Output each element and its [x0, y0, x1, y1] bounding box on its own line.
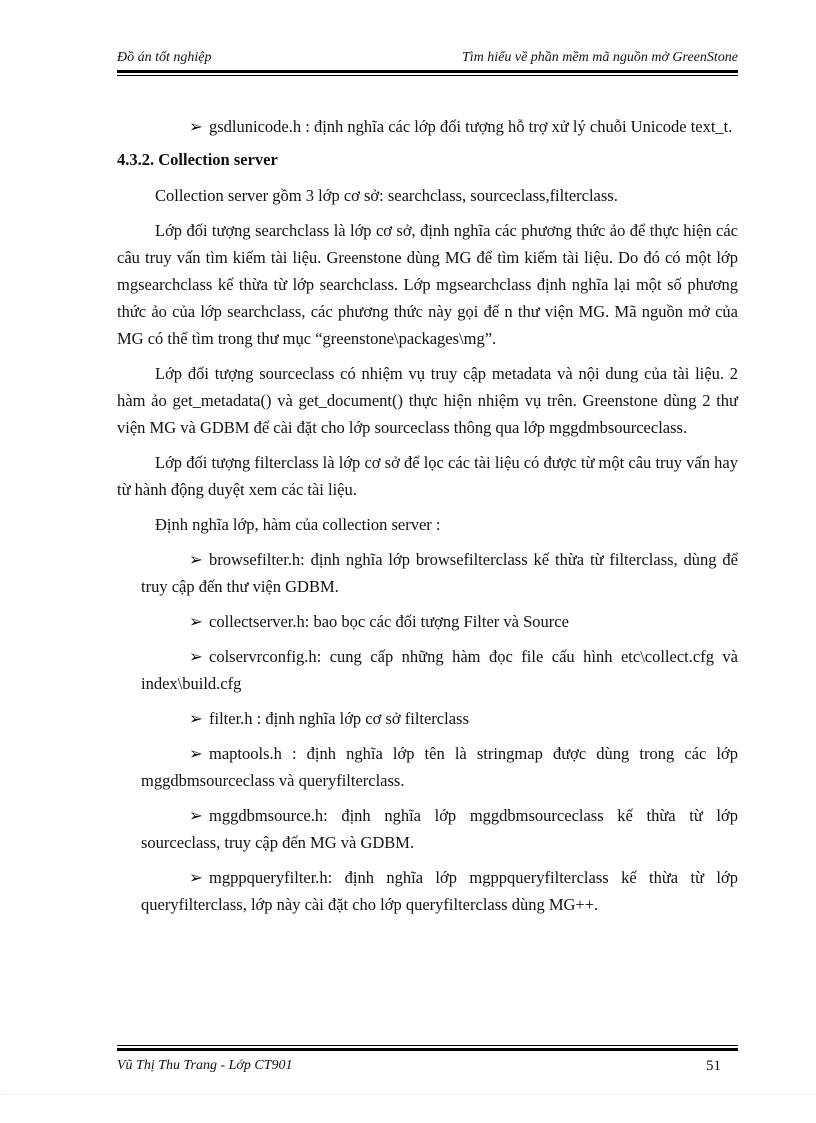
header-right: Tìm hiểu về phần mềm mã nguồn mở GreenStone — [461, 50, 738, 65]
list-item: ➢ colservrconfig.h: cung cấp những hàm đọc file cấu hình etc\collect.cfg và index\build.cfg — [117, 643, 738, 697]
footer-author: Vũ Thị Thu Trang - Lớp CT901 — [117, 1058, 293, 1073]
arrow-bullet-icon: ➢ — [189, 744, 203, 763]
arrow-bullet-icon: ➢ — [189, 806, 203, 825]
arrow-bullet-icon: ➢ — [189, 550, 203, 569]
page-number: 51 — [706, 1058, 721, 1074]
list-item: ➢ gsdlunicode.h : định nghĩa các lớp đối tượng hỗ trợ xử lý chuỗi Unicode text_t. — [117, 113, 738, 140]
header-rule-thick — [117, 70, 738, 73]
arrow-bullet-icon: ➢ — [189, 117, 203, 136]
arrow-bullet-icon: ➢ — [189, 647, 203, 666]
list-item: ➢ mggdbmsource.h: định nghĩa lớp mggdbmsourceclass kế thừa từ lớp sourceclass, truy cập đến MG và GDBM. — [117, 802, 738, 856]
list-item: ➢ filter.h : định nghĩa lớp cơ sở filterclass — [117, 705, 738, 732]
footer-rule-thin — [117, 1045, 738, 1046]
list-item: ➢ collectserver.h: bao bọc các đối tượng Filter và Source — [117, 608, 738, 635]
arrow-bullet-icon: ➢ — [189, 612, 203, 631]
section-heading: 4.3.2. Collection server — [117, 150, 278, 169]
header-left: Đồ án tốt nghiệp — [117, 50, 212, 65]
footer-rule-thick — [117, 1048, 738, 1051]
page-body — [117, 113, 738, 918]
arrow-bullet-icon: ➢ — [189, 709, 203, 728]
paragraph: Lớp đối tượng sourceclass có nhiệm vụ truy cập metadata và nội dung của tài liệu. 2 hàm ảo get_metadata() và get_document() thực hiện nhiệm vụ trên. Greenstone dùng 2 thư viện MG và GDBM để cài đặt cho lớp sourceclass thông qua lớp mggdmbsourceclass. — [117, 364, 738, 437]
list-item: ➢ browsefilter.h: định nghĩa lớp browsefilterclass kế thừa từ filterclass, dùng để truy cập đến thư viện GDBM. — [117, 546, 738, 600]
arrow-bullet-icon: ➢ — [189, 868, 203, 887]
header-rule-thin — [117, 75, 738, 76]
paragraph: Collection server gồm 3 lớp cơ sở: searchclass, sourceclass,filterclass. — [155, 186, 618, 205]
page-edge-divider — [0, 1094, 816, 1095]
paragraph: Định nghĩa lớp, hàm của collection server : — [155, 515, 441, 534]
list-item: ➢ maptools.h : định nghĩa lớp tên là stringmap được dùng trong các lớp mggdbmsourceclass và queryfilterclass. — [117, 740, 738, 794]
list-item: ➢ mgppqueryfilter.h: định nghĩa lớp mgppqueryfilterclass kế thừa từ lớp queryfilterclass, lớp này cài đặt cho lớp queryfilterclass dùng MG++. — [117, 864, 738, 918]
paragraph: Lớp đối tượng filterclass là lớp cơ sở để lọc các tài liệu có được từ một câu truy vấn hay từ hành động duyệt xem các tài liệu. — [117, 453, 738, 499]
paragraph: Lớp đối tượng searchclass là lớp cơ sở, định nghĩa các phương thức ảo để thực hiện các câu truy vấn tìm kiếm tài liệu. Greenstone dùng MG để tìm kiếm tài liệu. Do đó có một lớp mgsearchclass kế thừa từ lớp searchclass. Lớp mgsearchclass định nghĩa lại một số phương thức ảo của lớp searchclass, các phương thức này gọi đế n thư viện MG. Mã nguồn mở của MG có thể tìm trong thư mục “greenstone\packages\mg”. — [117, 221, 738, 348]
